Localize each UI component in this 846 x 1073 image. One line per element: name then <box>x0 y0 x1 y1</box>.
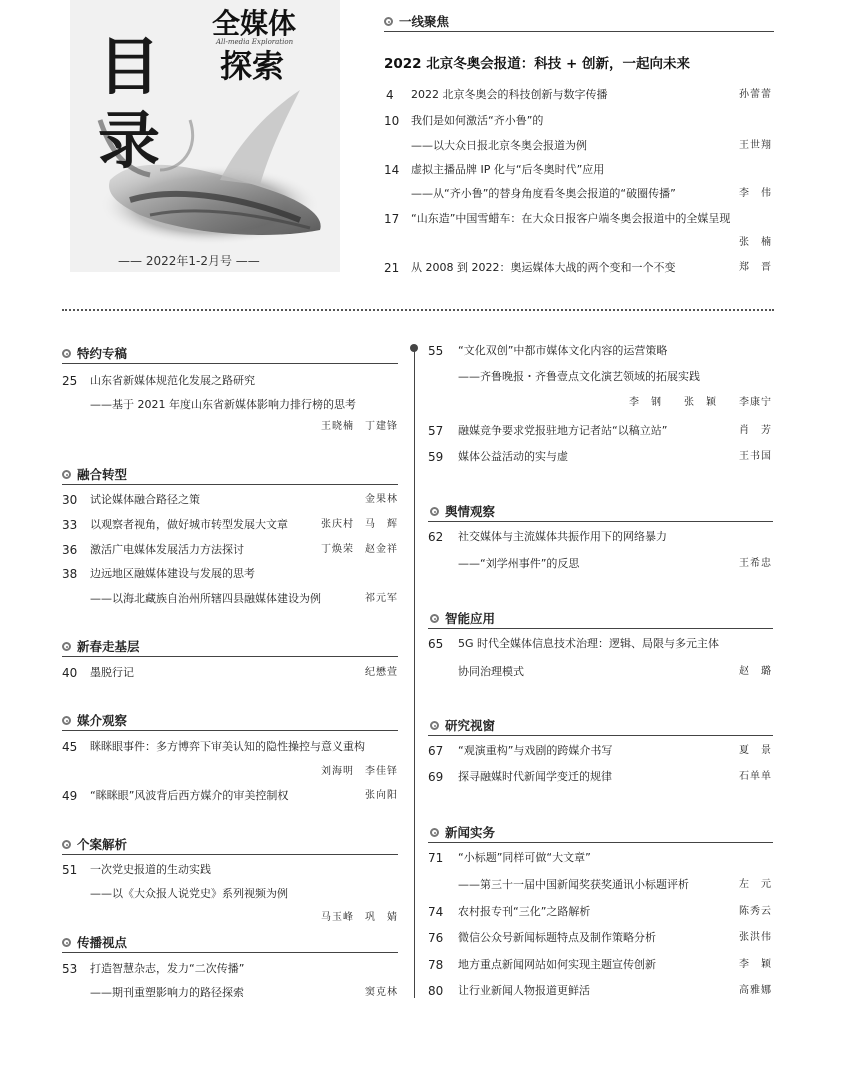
article-author: 赵 璐 <box>739 666 772 677</box>
page-number: 38 <box>62 567 78 581</box>
article-subtitle: ——以《大众报人说党史》系列视频为例 <box>90 887 288 900</box>
article-author: 丁焕荣 赵金祥 <box>321 544 398 555</box>
article-subtitle: ——齐鲁晚报・齐鲁壹点文化演艺领域的拓展实践 <box>458 370 700 383</box>
article-title[interactable]: “观演重构”与戏剧的跨媒介书写 <box>458 744 613 757</box>
page-number: 17 <box>384 212 400 226</box>
article-title[interactable]: 农村报专刊“三化”之路解析 <box>458 905 591 918</box>
focus-headline: 2022 北京冬奥会报道：科技 + 创新，一起向未来 <box>384 56 690 72</box>
article-author: 张洪伟 <box>739 932 772 943</box>
cover-title: 目录 <box>98 30 161 177</box>
article-title[interactable]: 媒体公益活动的实与虚 <box>458 450 568 463</box>
column-divider-knob <box>410 344 418 352</box>
article-title[interactable]: 5G 时代全媒体信息技术治理：逻辑、局限与多元主体 <box>458 637 720 650</box>
section-rule <box>62 952 398 953</box>
article-title[interactable]: 2022 北京冬奥会的科技创新与数字传播 <box>411 88 608 101</box>
section-bullet-icon <box>430 721 439 730</box>
section-rule <box>428 521 773 522</box>
section-rule <box>428 735 773 736</box>
article-author: 金果林 <box>365 494 398 505</box>
article-subtitle: ——以大众日报北京冬奥会报道为例 <box>411 139 587 152</box>
section-rule <box>428 842 773 843</box>
brand-subtitle: All-media Exploration <box>216 38 294 46</box>
section-bullet-icon <box>62 349 71 358</box>
article-title[interactable]: 眯眯眼事件：多方博弈下审美认知的隐性操控与意义重构 <box>90 740 365 753</box>
page-number: 30 <box>62 493 78 507</box>
page-number: 25 <box>62 374 78 388</box>
page-number: 62 <box>428 530 444 544</box>
section-bullet-icon <box>62 470 71 479</box>
article-title[interactable]: 我们是如何激活“齐小鲁”的 <box>411 114 544 127</box>
page-number: 45 <box>62 740 78 754</box>
article-author: 王晓楠 丁建锋 <box>321 421 398 432</box>
page-number: 10 <box>384 114 400 128</box>
page-number: 74 <box>428 905 444 919</box>
section-title-media-watch: 媒介观察 <box>77 713 128 728</box>
article-title[interactable]: “山东造”中国雪蜡车：在大众日报客户端冬奥会报道中的全媒呈现 <box>411 212 731 225</box>
page-number: 57 <box>428 424 444 438</box>
page-number: 40 <box>62 666 78 680</box>
page-number: 69 <box>428 770 444 784</box>
article-title[interactable]: 墨脱行记 <box>90 666 134 679</box>
article-author: 孙蕾蕾 <box>739 89 772 100</box>
article-title[interactable]: 微信公众号新闻标题特点及制作策略分析 <box>458 931 656 944</box>
article-author: 左 元 <box>739 879 772 890</box>
section-rule <box>62 854 398 855</box>
article-author: 高雅娜 <box>739 985 772 996</box>
article-subtitle: ——“刘学州事件”的反思 <box>458 557 580 570</box>
article-author: 陈秀云 <box>739 906 772 917</box>
page-number: 55 <box>428 344 444 358</box>
article-author: 李 颖 <box>739 959 772 970</box>
article-title[interactable]: 虚拟主播品牌 IP 化与“后冬奥时代”应用 <box>411 163 605 176</box>
section-rule <box>62 730 398 731</box>
section-bullet-icon <box>430 507 439 516</box>
page-number: 4 <box>386 88 394 102</box>
article-subtitle: ——第三十一届中国新闻奖获奖通讯小标题评析 <box>458 878 689 891</box>
section-bullet-icon <box>62 840 71 849</box>
section-rule <box>428 628 773 629</box>
section-bullet-icon <box>62 642 71 651</box>
page-number: 76 <box>428 931 444 945</box>
page-number: 51 <box>62 863 78 877</box>
cover-art <box>70 0 340 272</box>
article-title[interactable]: “小标题”同样可做“大文章” <box>458 851 591 864</box>
section-title-case-study: 个案解析 <box>77 837 128 852</box>
issue-date: —— 2022年1-2月号 —— <box>118 254 260 268</box>
article-subtitle: ——基于 2021 年度山东省新媒体影响力排行榜的思考 <box>90 398 356 411</box>
section-title-special: 特约专稿 <box>77 346 128 361</box>
section-rule <box>62 363 398 364</box>
article-title[interactable]: 让行业新闻人物报道更鲜活 <box>458 984 590 997</box>
article-author: 马玉峰 巩 婧 <box>321 912 398 923</box>
article-title[interactable]: 社交媒体与主流媒体共振作用下的网络暴力 <box>458 530 667 543</box>
article-author: 王希忠 <box>739 558 772 569</box>
page-number: 59 <box>428 450 444 464</box>
article-title[interactable]: 从 2008 到 2022：奥运媒体大战的两个变和一个不变 <box>411 261 676 274</box>
article-subtitle: ——以海北藏族自治州所辖四县融媒体建设为例 <box>90 592 321 605</box>
page-number: 67 <box>428 744 444 758</box>
section-rule <box>384 31 774 32</box>
article-title[interactable]: 以观察者视角，做好城市转型发展大文章 <box>90 518 288 531</box>
section-title-research: 研究视窗 <box>445 718 496 733</box>
article-author: 祁元军 <box>365 593 398 604</box>
page-number: 33 <box>62 518 78 532</box>
page-number: 53 <box>62 962 78 976</box>
article-author: 石单单 <box>739 771 772 782</box>
article-title[interactable]: 探寻融媒时代新闻学变迁的规律 <box>458 770 612 783</box>
section-title-communication: 传播视点 <box>77 935 128 950</box>
article-author: 李 钢 张 颖 李康宁 <box>629 397 772 408</box>
article-subtitle: ——期刊重塑影响力的路径探索 <box>90 986 244 999</box>
brand-logo: 全媒体 <box>212 7 297 40</box>
page-number: 21 <box>384 261 400 275</box>
section-title-focus: 一线聚焦 <box>399 14 450 29</box>
article-title[interactable]: 融媒竞争要求党报驻地方记者站“以稿立站” <box>458 424 668 437</box>
article-title[interactable]: 一次党史报道的生动实践 <box>90 863 211 876</box>
article-title[interactable]: 边远地区融媒体建设与发展的思考 <box>90 567 255 580</box>
section-rule <box>62 484 398 485</box>
article-author: 王世翔 <box>739 140 772 151</box>
article-author: 李 伟 <box>739 188 772 199</box>
section-bullet-icon <box>430 828 439 837</box>
article-author: 纪懋萱 <box>365 667 398 678</box>
article-title[interactable]: 地方重点新闻网站如何实现主题宣传创新 <box>458 958 656 971</box>
section-bullet-icon <box>62 938 71 947</box>
article-author: 肖 芳 <box>739 425 772 436</box>
article-author: 刘海明 李佳铎 <box>321 766 398 777</box>
section-title-transformation: 融合转型 <box>77 467 128 482</box>
brand-logo-2: 探索 <box>220 47 285 85</box>
article-title[interactable]: “眯眯眼”风波背后西方媒介的审美控制权 <box>90 789 289 802</box>
section-bullet-icon <box>62 716 71 725</box>
article-subtitle: 协同治理模式 <box>458 665 524 678</box>
article-author: 夏 景 <box>739 745 772 756</box>
article-author: 王书国 <box>739 451 772 462</box>
article-title[interactable]: 激活广电媒体发展活力方法探讨 <box>90 543 244 556</box>
section-bullet-icon <box>430 614 439 623</box>
article-author: 郑 晋 <box>739 262 772 273</box>
article-author: 张 楠 <box>739 237 772 248</box>
article-title[interactable]: “文化双创”中都市媒体文化内容的运营策略 <box>458 344 668 357</box>
article-author: 张庆村 马 辉 <box>321 519 398 530</box>
article-author: 窦克林 <box>365 987 398 998</box>
section-rule <box>62 656 398 657</box>
section-bullet-icon <box>384 17 393 26</box>
page-number: 71 <box>428 851 444 865</box>
page-number: 78 <box>428 958 444 972</box>
section-title-grassroots: 新春走基层 <box>77 639 140 654</box>
article-author: 张向阳 <box>365 790 398 801</box>
page-number: 36 <box>62 543 78 557</box>
article-title[interactable]: 试论媒体融合路径之策 <box>90 493 200 506</box>
page-number: 80 <box>428 984 444 998</box>
page-number: 65 <box>428 637 444 651</box>
article-subtitle: ——从“齐小鲁”的替身角度看冬奥会报道的“破圈传播” <box>411 187 676 200</box>
article-title[interactable]: 打造智慧杂志，发力“二次传播” <box>90 962 245 975</box>
section-title-smart-apps: 智能应用 <box>445 611 496 626</box>
column-divider <box>414 348 415 998</box>
page-number: 14 <box>384 163 400 177</box>
dotted-divider <box>62 309 774 311</box>
section-title-news-practice: 新闻实务 <box>445 825 496 840</box>
article-title[interactable]: 山东省新媒体规范化发展之路研究 <box>90 374 255 387</box>
page-number: 49 <box>62 789 78 803</box>
section-title-opinion: 舆情观察 <box>445 504 496 519</box>
